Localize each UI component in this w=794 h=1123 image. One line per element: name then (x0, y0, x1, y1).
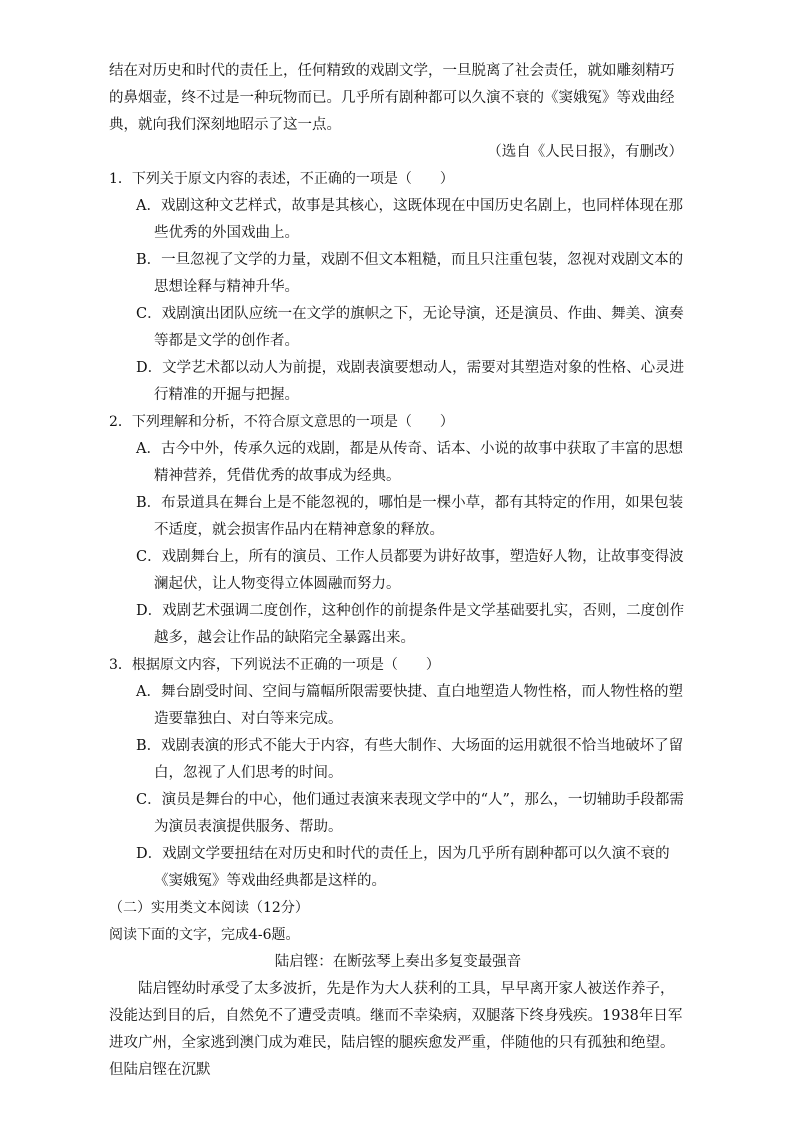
source-citation: （选自《人民日报》，有删改） (487, 144, 683, 160)
article-body: 陆启铿幼时承受了太多波折，先是作为大人获利的工具，早早离开家人被送作养子，没能达到目的后，自然免不了遭受责嗔。继而不幸染病，双腿落下终身残疾。1938年日军进攻广州，全家逃到澳门成为难民，陆启铿的腿疾愈发严重，伴随他的只有孤独和绝望。但陆启铿在沉默 (109, 981, 683, 1078)
option-c: C．演员是舞台的中心，他们通过表演来表现文学中的“人”，那么，一切辅助手段都需为演员表演提供服务、帮助。 (136, 792, 684, 835)
option-b: B．一旦忽视了文学的力量，戏剧不但文本粗糙，而且只注重包装，忽视对戏剧文本的思想诠释与精神升华。 (136, 252, 684, 295)
question-stem: 3．根据原文内容，下列说法不正确的一项是（ ） (109, 657, 440, 673)
section-heading: （二）实用类文本阅读（12分） (109, 900, 309, 916)
option-b: B．布景道具在舞台上是不能忽视的，哪怕是一棵小草，都有其特定的作用，如果包装不适度，就会损害作品内在精神意象的释放。 (136, 495, 684, 538)
option-a: A．戏剧这种文艺样式，故事是其核心，这既体现在中国历史名剧上，也同样体现在那些优秀的外国戏曲上。 (136, 198, 683, 241)
question-1 (109, 166, 687, 409)
option-d: D．文学艺术都以动人为前提，戏剧表演要想动人，需要对其塑造对象的性格、心灵进行精准的开掘与把握。 (136, 360, 685, 403)
option-a: A．古今中外，传承久远的戏剧，都是从传奇、话本、小说的故事中获取了丰富的思想精神营养，凭借优秀的故事成为经典。 (136, 441, 683, 484)
intro-paragraph: 结在对历史和时代的责任上，任何精致的戏剧文学，一旦脱离了社会责任，就如雕刻精巧的鼻烟壶，终不过是一种玩物而已。几乎所有剧种都可以久演不衰的《窦娥冤》等戏曲经典，就向我们深刻地昭示了这一点。 (109, 63, 675, 133)
option-d: D．戏剧文学要扭结在对历史和时代的责任上，因为几乎所有剧种都可以久演不衰的《窦娥冤》等戏曲经典都是这样的。 (136, 846, 670, 889)
option-c: C．戏剧演出团队应统一在文学的旗帜之下，无论导演，还是演员、作曲、舞美、演奏等都是文学的创作者。 (136, 306, 684, 349)
question-stem: 2．下列理解和分析，不符合原文意思的一项是（ ） (109, 414, 454, 430)
article-title: 陆启铿：在断弦琴上奏出多复变最强音 (274, 954, 522, 970)
option-c: C．戏剧舞台上，所有的演员、工作人员都要为讲好故事，塑造好人物，让故事变得波澜起伏，让人物变得立体圆融而努力。 (136, 549, 684, 592)
question-2 (109, 409, 687, 652)
question-stem: 1．下列关于原文内容的表述，不正确的一项是（ ） (109, 171, 454, 187)
option-d: D．戏剧艺术强调二度创作，这种创作的前提条件是文学基础要扎实，否则，二度创作越多，越会让作品的缺陷完全暴露出来。 (136, 603, 685, 646)
exam-page (109, 58, 687, 1084)
option-a: A．舞台剧受时间、空间与篇幅所限需要快捷、直白地塑造人物性格，而人物性格的塑造要靠独白、对白等来完成。 (136, 684, 683, 727)
question-3 (109, 652, 687, 895)
section-instruction: 阅读下面的文字，完成4-6题。 (109, 927, 300, 943)
option-b: B．戏剧表演的形式不能大于内容，有些大制作、大场面的运用就很不恰当地破坏了留白，忽视了人们思考的时间。 (136, 738, 684, 781)
